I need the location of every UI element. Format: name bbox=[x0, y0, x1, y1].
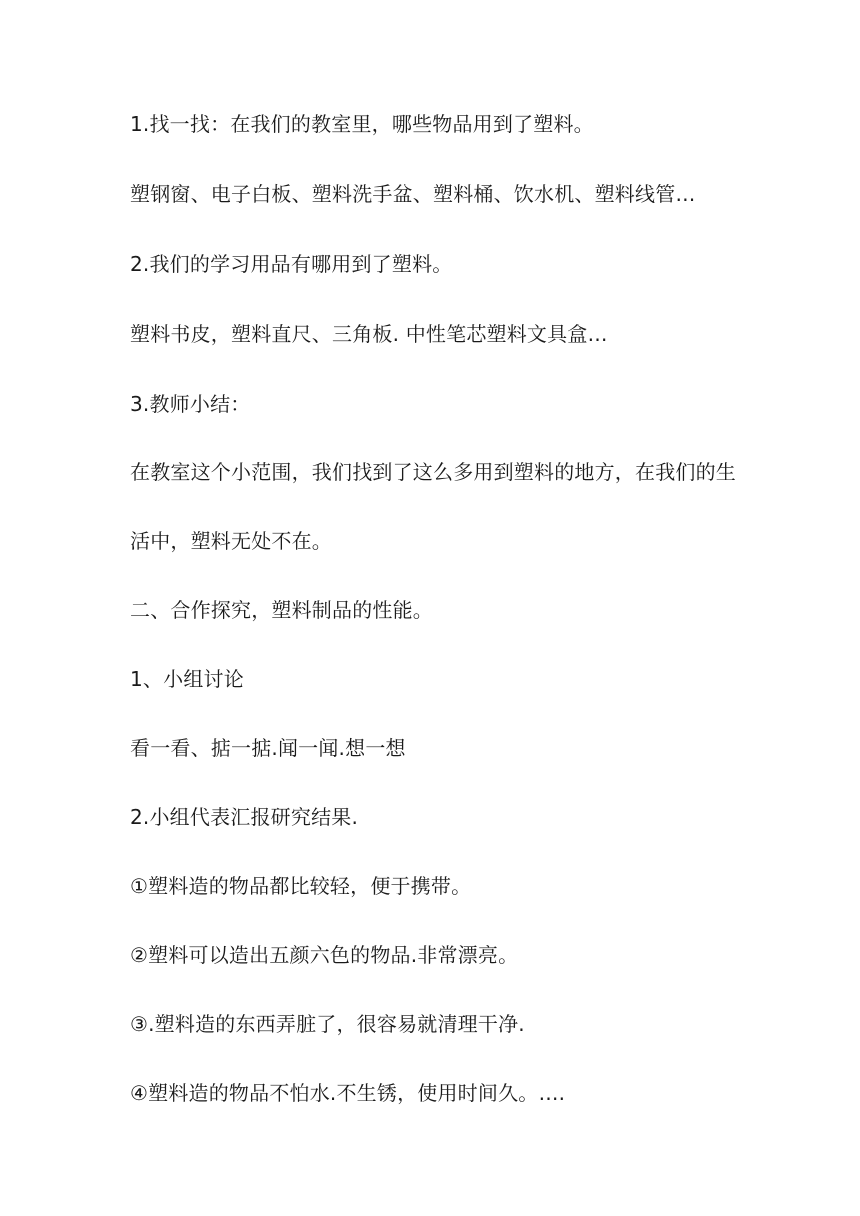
text-line-classroom-items: 塑钢窗、电子白板、塑料洗手盆、塑料桶、饮水机、塑料线管… bbox=[130, 182, 696, 206]
text-line-group-discussion: 1、小组讨论 bbox=[130, 667, 244, 691]
text-line-teacher-summary-heading: 3.教师小结： bbox=[130, 392, 251, 416]
text-line-summary-part-1: 在教室这个小范围，我们找到了这么多用到塑料的地方，在我们的生 bbox=[130, 460, 736, 484]
section-heading-cooperative-inquiry: 二、合作探究，塑料制品的性能。 bbox=[130, 598, 433, 622]
text-line-study-supplies-items: 塑料书皮，塑料直尺、三角板. 中性笔芯塑料文具盒… bbox=[130, 322, 608, 346]
text-line-property-waterproof: ④塑料造的物品不怕水.不生锈，使用时间久。…. bbox=[130, 1081, 566, 1105]
text-line-find-classroom-plastics: 1.找一找：在我们的教室里，哪些物品用到了塑料。 bbox=[130, 112, 594, 136]
text-line-property-light: ①塑料造的物品都比较轻，便于携带。 bbox=[130, 874, 472, 898]
text-line-summary-part-2: 活中，塑料无处不在。 bbox=[130, 529, 332, 553]
text-line-observe-actions: 看一看、掂一掂.闻一闻.想一想 bbox=[130, 736, 406, 760]
text-line-group-report: 2.小组代表汇报研究结果. bbox=[130, 805, 359, 829]
text-line-property-colorful: ②塑料可以造出五颜六色的物品.非常漂亮。 bbox=[130, 943, 519, 967]
text-line-property-easy-clean: ③.塑料造的东西弄脏了，很容易就清理干净. bbox=[130, 1012, 525, 1036]
text-line-study-supplies-question: 2.我们的学习用品有哪用到了塑料。 bbox=[130, 252, 453, 276]
